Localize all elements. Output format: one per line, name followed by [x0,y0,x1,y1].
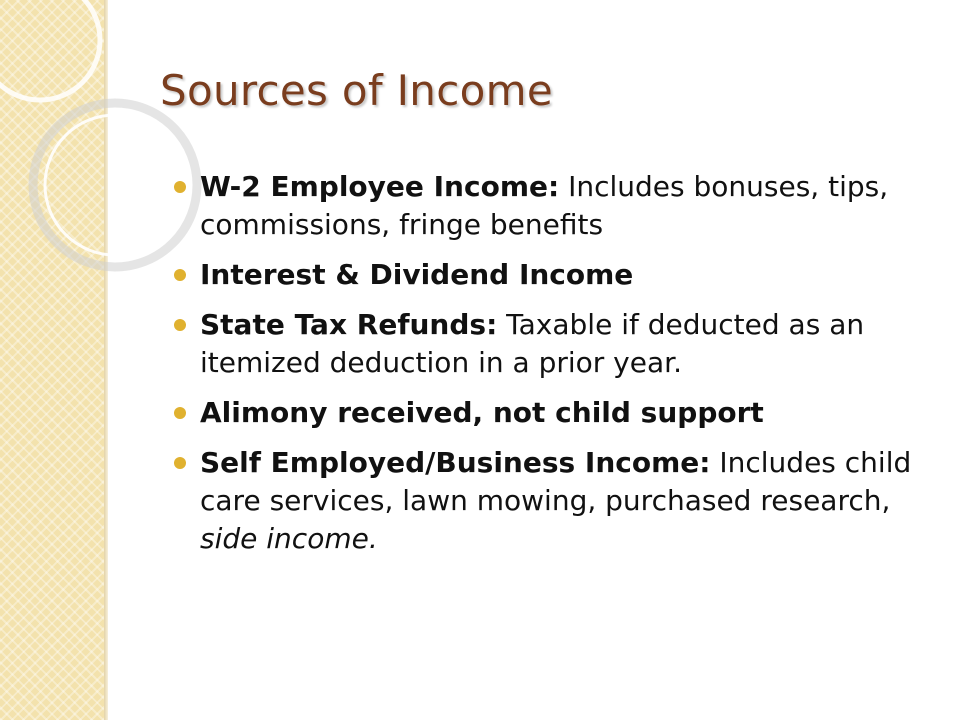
decorative-circle-inner [45,115,185,255]
bullet-alimony [168,394,938,432]
bullet-dot-icon [174,181,186,193]
bullet-text: Includes child care services, lawn mowing, purchased research, [200,446,912,517]
bullet-dot-icon [174,269,186,281]
bullet-list [168,168,938,570]
bullet-w2-income [168,168,938,244]
slide-title: Sources of Income [160,66,553,115]
bullet-heading: State Tax Refunds: [200,308,498,341]
bullet-heading: W-2 Employee Income: [200,170,560,203]
bullet-interest-dividend [168,256,938,294]
bullet-self-employed [168,444,938,558]
bullet-dot-icon [174,319,186,331]
decorative-circle-top [0,0,100,100]
bullet-italic-text: side income. [200,522,378,555]
bullet-text: Includes bonuses, tips, commissions, fringe benefits [200,170,889,241]
bullet-heading: Interest & Dividend Income [200,258,634,291]
bullet-state-tax-refunds [168,306,938,382]
bullet-heading: Alimony received, not child support [200,396,764,429]
bullet-text: Taxable if deducted as an itemized deduction in a prior year. [200,308,865,379]
bullet-heading: Self Employed/Business Income: [200,446,711,479]
bullet-dot-icon [174,457,186,469]
bullet-dot-icon [174,407,186,419]
